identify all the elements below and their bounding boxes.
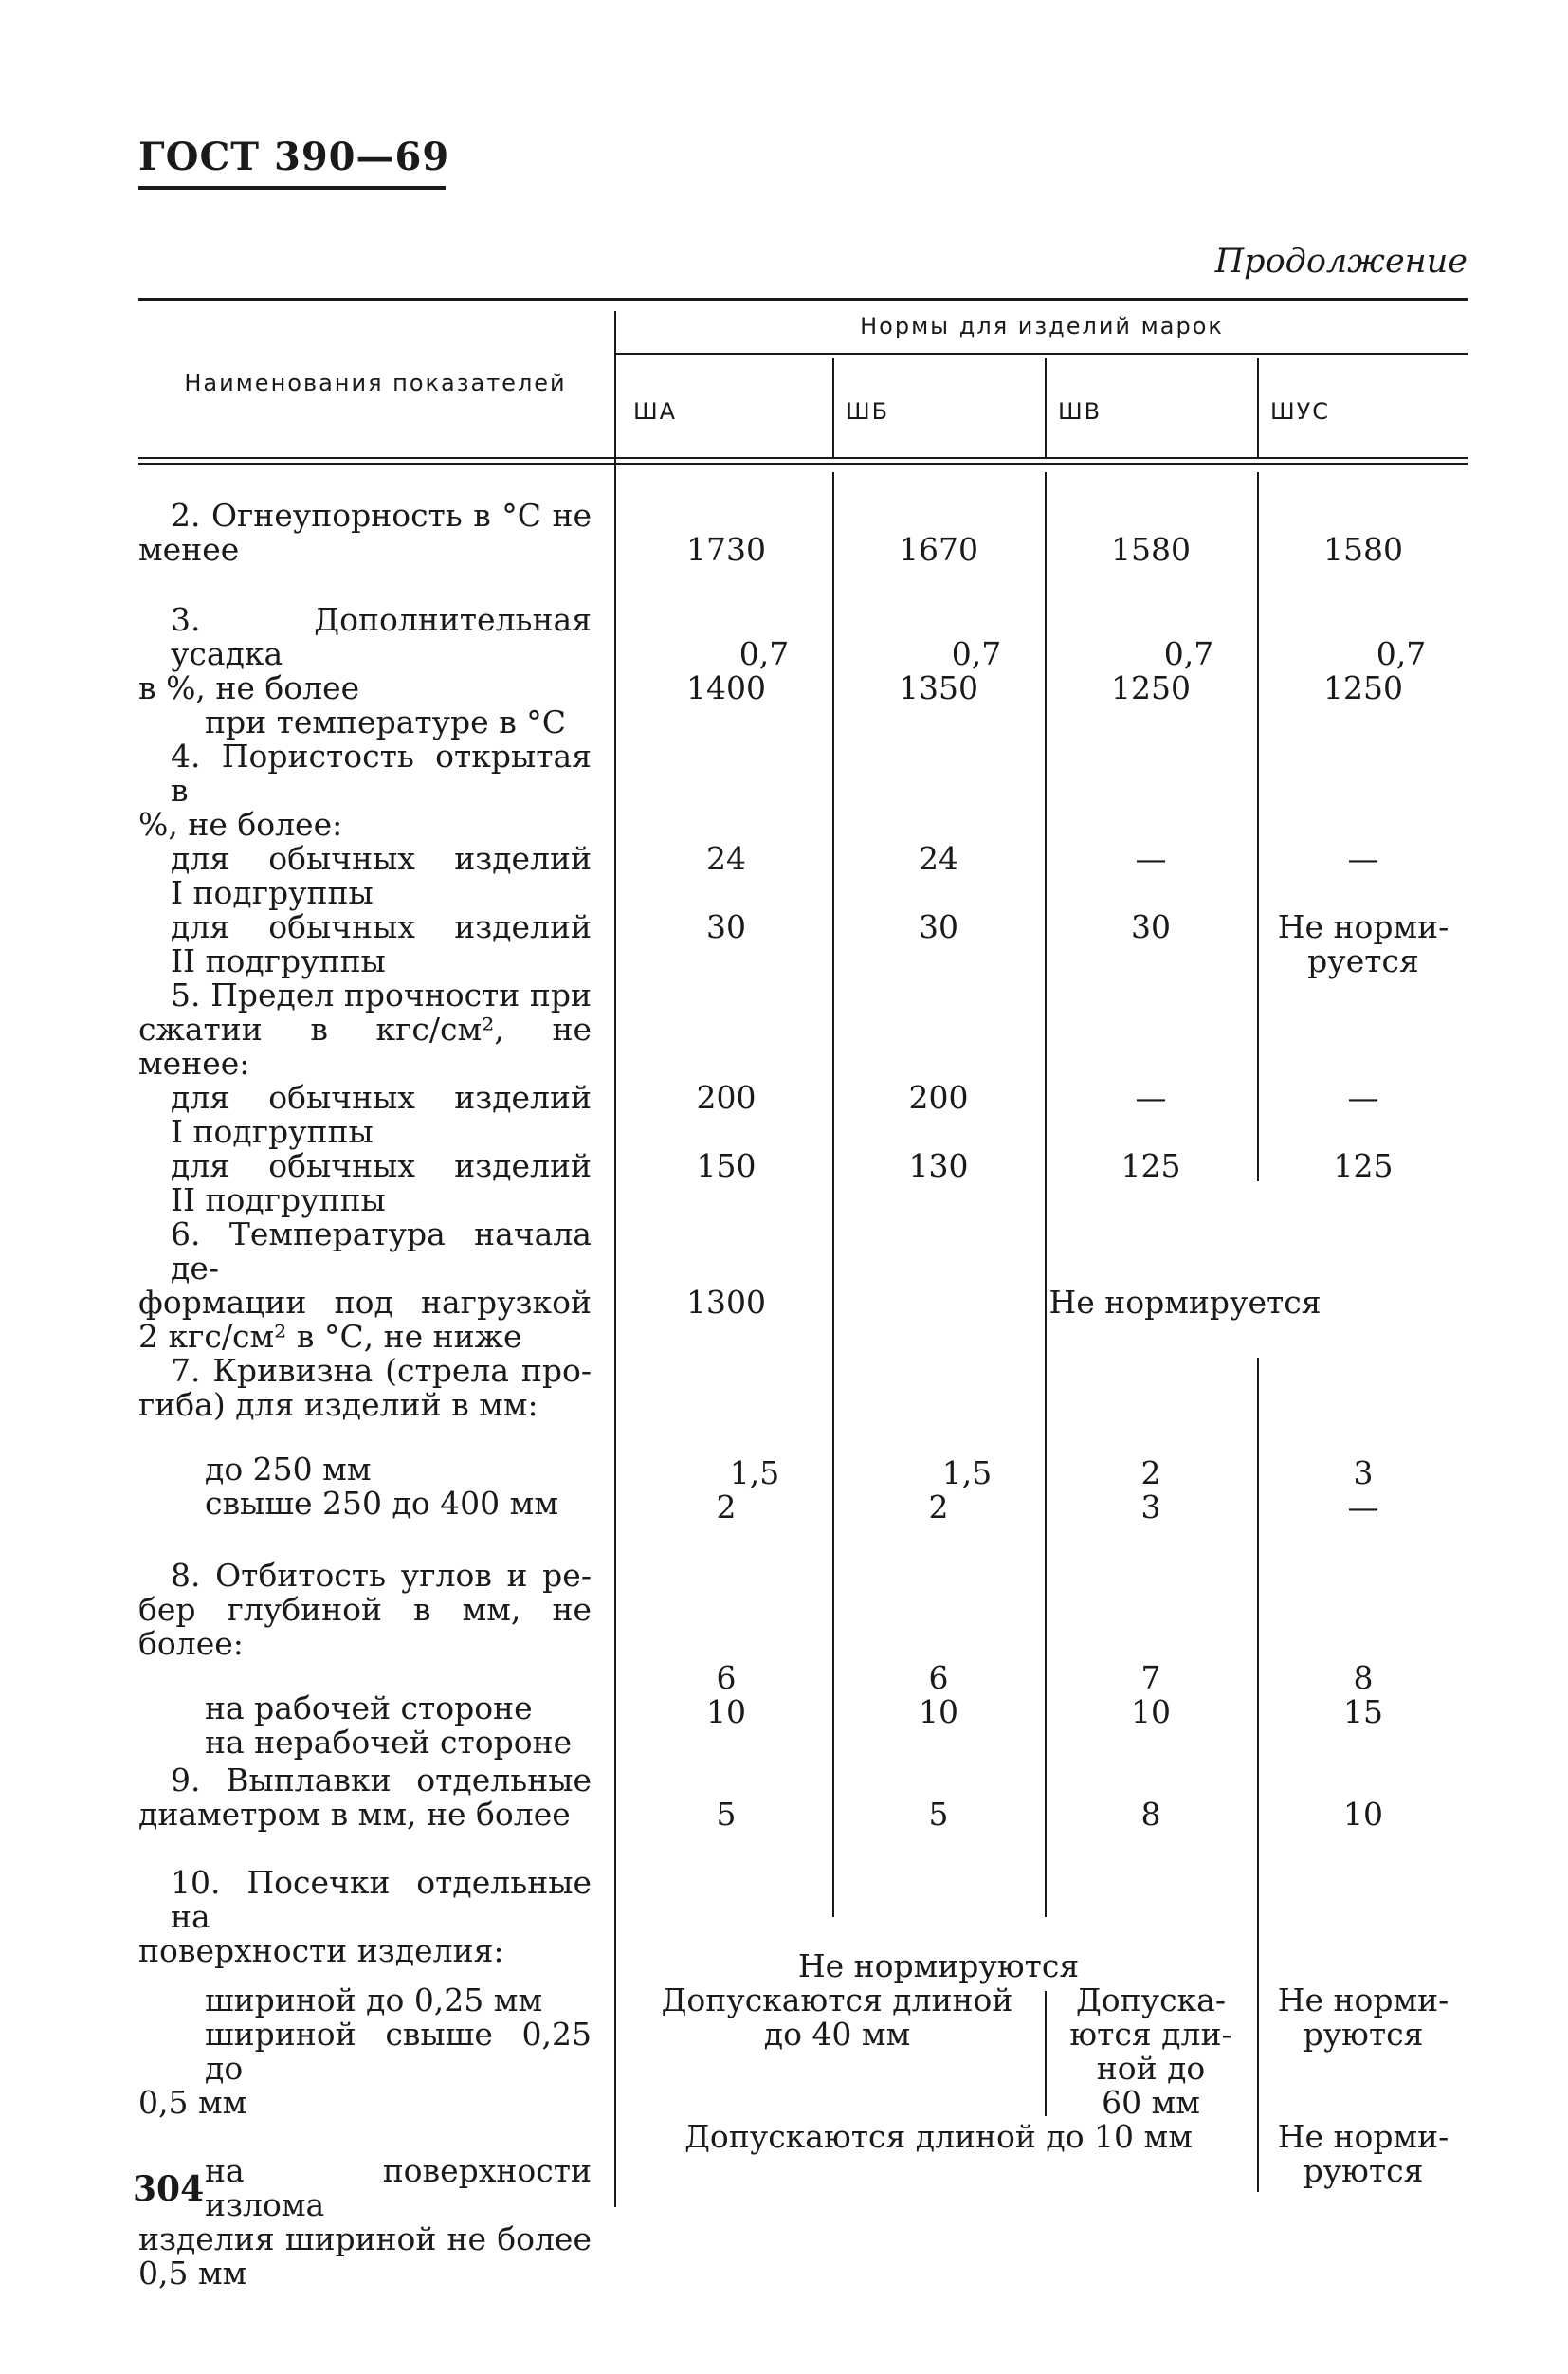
row-2-label (138, 499, 592, 567)
value-cell: 0,7 (1163, 635, 1214, 672)
value-cell: 150 (696, 1147, 757, 1184)
label-line: для обычных изделий (171, 1079, 592, 1116)
label-line: на нерабочей стороне (205, 1724, 573, 1761)
label-line: II подгруппы (171, 942, 386, 979)
value-cell-merged: Допускаются длиной до 10 мм (684, 2118, 1193, 2155)
value-cell: 130 (908, 1147, 969, 1184)
label-line: для обычных изделий (171, 840, 592, 877)
value-cell: 3 (1140, 1488, 1161, 1525)
label-line: 6. Температура начала де- (171, 1215, 592, 1287)
label-line: 3. Дополнительная усадка (171, 601, 592, 672)
label-line: 7. Кривизна (стрела про- (171, 1352, 592, 1389)
value-line: Не норми- (1277, 1981, 1449, 2018)
row-8-label (138, 1559, 592, 1760)
table-top-rule (138, 298, 1468, 301)
header-bottom-rule-1 (138, 457, 1468, 459)
value-cell: 6 (716, 1659, 737, 1696)
value-cell: 30 (706, 908, 746, 945)
value-cell: 3 (1353, 1454, 1374, 1491)
value-line: 60 мм (1102, 2084, 1200, 2121)
label-line: для обычных изделий (171, 908, 592, 945)
column-separator-3-lower (1257, 1358, 1259, 2192)
row-5-label (138, 978, 592, 1217)
value-cell-merged: Не нормируются (797, 1947, 1080, 1984)
label-line: 9. Выплавки отдельные (171, 1762, 592, 1799)
value-cell: — (1135, 840, 1167, 877)
value-cell: 1,5 (941, 1454, 993, 1491)
label-line: свыше 250 до 400 мм (205, 1485, 558, 1522)
value-cell: 0,7 (1376, 635, 1427, 672)
column-separator-2-lower (1045, 1358, 1047, 1917)
value-cell: 10 (706, 1693, 746, 1730)
value-line: руются (1303, 2152, 1424, 2189)
label-line: %, не более: (138, 806, 343, 843)
label-line: диаметром в мм, не более (138, 1796, 571, 1833)
row-10-label (138, 1866, 592, 2291)
label-line: шириной свыше 0,25 до (205, 2016, 592, 2087)
value-cell: 8 (1353, 1659, 1374, 1696)
row-4-label (138, 740, 592, 978)
value-cell: 1580 (1323, 531, 1403, 568)
label-line: формации под нагрузкой (138, 1284, 592, 1321)
value-cell: 1,5 (729, 1454, 780, 1491)
value-cell: 1250 (1323, 669, 1403, 706)
value-line: Допуска- (1075, 1981, 1227, 2018)
value-cell: 2 (716, 1488, 737, 1525)
column-separator-label (614, 311, 616, 2207)
label-line: сжатии в кгс/см², не менее: (138, 1011, 592, 1082)
row-7-label (138, 1354, 592, 1521)
header-separator-3 (1257, 358, 1259, 457)
label-line: шириной до 0,25 мм (205, 1981, 543, 2018)
label-line: в %, не более (138, 669, 360, 706)
label-line: на рабочей стороне (205, 1689, 533, 1726)
value-cell: 1670 (899, 531, 978, 568)
label-line: 2. Огнеупорность в °С не (171, 497, 592, 534)
value-cell: 7 (1140, 1659, 1161, 1696)
label-line: для обычных изделий (171, 1147, 592, 1184)
column-header-shv: ШВ (1058, 398, 1103, 425)
label-line: 8. Отбитость углов и ре- (171, 1557, 592, 1594)
column-header-shb: ШБ (846, 398, 890, 425)
value-cell: 10 (919, 1693, 958, 1730)
label-line: I подгруппы (171, 874, 374, 911)
value-cell (1270, 910, 1456, 978)
value-line: Допускаются длиной (661, 1981, 1013, 2018)
group-header: Нормы для изделий марок (860, 313, 1224, 339)
value-line: Не норми- (1277, 908, 1449, 945)
header-separator-2 (1045, 358, 1047, 457)
value-line: руется (1307, 942, 1419, 979)
continuation-label: Продолжение (1214, 243, 1468, 281)
value-line: ной до (1096, 2050, 1206, 2087)
label-line: 2 кгс/см² в °С, не ниже (138, 1318, 522, 1355)
label-line: поверхности изделия: (138, 1932, 504, 1969)
header-separator-1 (832, 358, 834, 457)
value-cell: 1250 (1111, 669, 1191, 706)
value-line: ются дли- (1069, 2016, 1232, 2053)
label-line: 10. Посечки отдельные на (171, 1864, 592, 1935)
column-header-shus: ШУС (1270, 398, 1331, 425)
label-line: до 250 мм (205, 1451, 372, 1488)
row-9-label (138, 1763, 592, 1832)
label-line: бер глубиной в мм, не более: (138, 1591, 592, 1662)
value-cell: 1400 (686, 669, 766, 706)
label-line: I подгруппы (171, 1113, 374, 1150)
header-rule (138, 186, 446, 190)
value-cell: 200 (696, 1079, 757, 1116)
value-cell: 1300 (686, 1284, 766, 1321)
value-cell (1058, 1983, 1244, 2120)
indicator-header: Наименования показателей (184, 370, 567, 396)
row-3-label (138, 603, 592, 740)
value-cell: 2 (1140, 1454, 1161, 1491)
value-cell: — (1347, 1079, 1379, 1116)
label-line: гиба) для изделий в мм: (138, 1386, 538, 1423)
value-cell: 30 (919, 908, 958, 945)
value-cell: 24 (919, 840, 958, 877)
value-cell: 5 (928, 1796, 949, 1833)
value-cell: 200 (908, 1079, 969, 1116)
value-line: Не норми- (1277, 2118, 1449, 2155)
value-cell-merged (633, 1983, 1041, 2052)
group-header-rule (616, 353, 1468, 355)
value-cell: 0,7 (951, 635, 1002, 672)
value-cell: 24 (706, 840, 746, 877)
value-cell: 15 (1343, 1693, 1383, 1730)
value-line: до 40 мм (763, 2016, 911, 2053)
value-cell: 5 (716, 1796, 737, 1833)
page-number: 304 (133, 2169, 205, 2209)
value-cell: 1350 (899, 669, 978, 706)
label-line: на поверхности излома (205, 2152, 592, 2223)
label-line: менее (138, 531, 240, 568)
value-cell: 6 (928, 1659, 949, 1696)
value-cell-merged: Не нормируется (1048, 1284, 1322, 1321)
label-line: 0,5 мм (138, 2255, 247, 2292)
value-cell (1270, 2120, 1456, 2188)
column-separator-1-lower (832, 1358, 834, 1917)
value-cell: 1580 (1111, 531, 1191, 568)
label-line: 5. Предел прочности при (171, 977, 592, 1014)
value-cell: 30 (1131, 908, 1171, 945)
value-cell: — (1135, 1079, 1167, 1116)
row-6-label (138, 1217, 592, 1354)
column-separator-permit (1045, 1991, 1047, 2116)
label-line: 0,5 мм (138, 2084, 247, 2121)
header-bottom-rule-2 (138, 463, 1468, 465)
value-cell: 2 (928, 1488, 949, 1525)
value-cell: 0,7 (738, 635, 790, 672)
label-line: 4. Пористость открытая в (171, 738, 592, 809)
value-cell (1270, 1983, 1456, 2052)
value-cell: — (1347, 1488, 1379, 1525)
value-cell: 1730 (686, 531, 766, 568)
label-line: при температуре в °С (205, 703, 567, 740)
value-cell: 10 (1343, 1796, 1383, 1833)
value-cell: 8 (1140, 1796, 1161, 1833)
label-line: изделия шириной не более (138, 2220, 592, 2257)
column-header-sha: ША (633, 398, 678, 425)
value-cell: 125 (1333, 1147, 1394, 1184)
value-cell: 125 (1121, 1147, 1181, 1184)
value-cell: 10 (1131, 1693, 1171, 1730)
label-line: II подгруппы (171, 1181, 386, 1218)
value-line: руются (1303, 2016, 1424, 2053)
value-cell: — (1347, 840, 1379, 877)
column-separator-3-upper (1257, 472, 1259, 1181)
document-code: ГОСТ 390—69 (138, 135, 450, 179)
